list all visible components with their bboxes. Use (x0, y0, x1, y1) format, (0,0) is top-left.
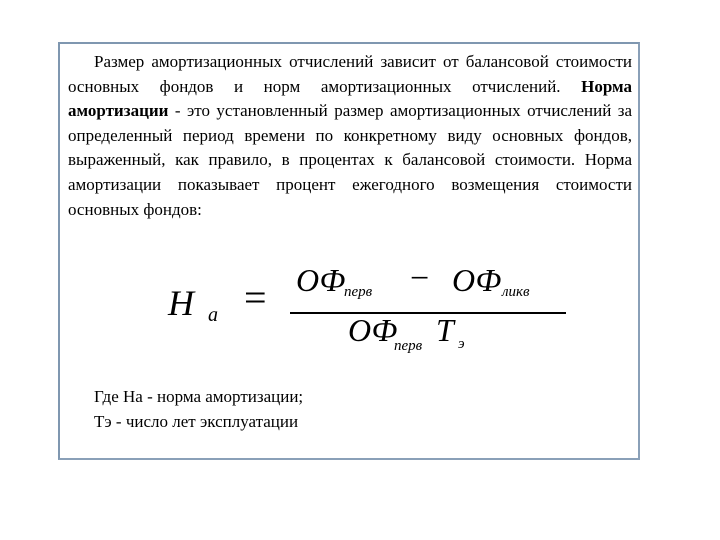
fraction-bar (290, 312, 566, 314)
formula-minus: − (410, 260, 430, 297)
paragraph-intro: Размер амортизационных отчислений зависит от балансовой стоимости основных фондов и норм амортизационных отчислений. (68, 52, 632, 96)
formula-numerator-term-1-subscript: перв (344, 284, 373, 300)
formula-denominator-term-2: T (436, 312, 454, 348)
formula-lhs-symbol: H (168, 283, 198, 323)
legend-line-1: Где На - норма амортизации; (94, 387, 304, 406)
formula-lhs-subscript: а (208, 304, 218, 326)
formula-equals: = (244, 275, 267, 320)
formula-legend (94, 384, 303, 434)
definition-paragraph (68, 50, 632, 222)
depreciation-formula (168, 254, 568, 364)
formula-denominator-term-1-subscript: перв (394, 338, 423, 354)
text-frame (58, 42, 640, 460)
formula-numerator-term-2-subscript: ликв (502, 284, 530, 300)
formula-numerator-term-1: ОФ (296, 262, 346, 298)
formula-numerator-term-2: ОФ (452, 262, 502, 298)
formula-denominator-term-1: ОФ (348, 312, 398, 348)
bold-term: Норма амортизации (68, 76, 632, 121)
formula-denominator-term-2-subscript: э (458, 336, 465, 352)
paragraph-rest: - это установленный размер амортизационных отчислений за определенный период времени по конкретному виду основных фондов, выраженный, как правило, в процентах к балансовой стоимости. Норма амортизации показывает процент ежегодного возмещения стоимости основных фондов: (68, 101, 632, 219)
legend-line-2: Тэ - число лет эксплуатации (94, 412, 299, 431)
